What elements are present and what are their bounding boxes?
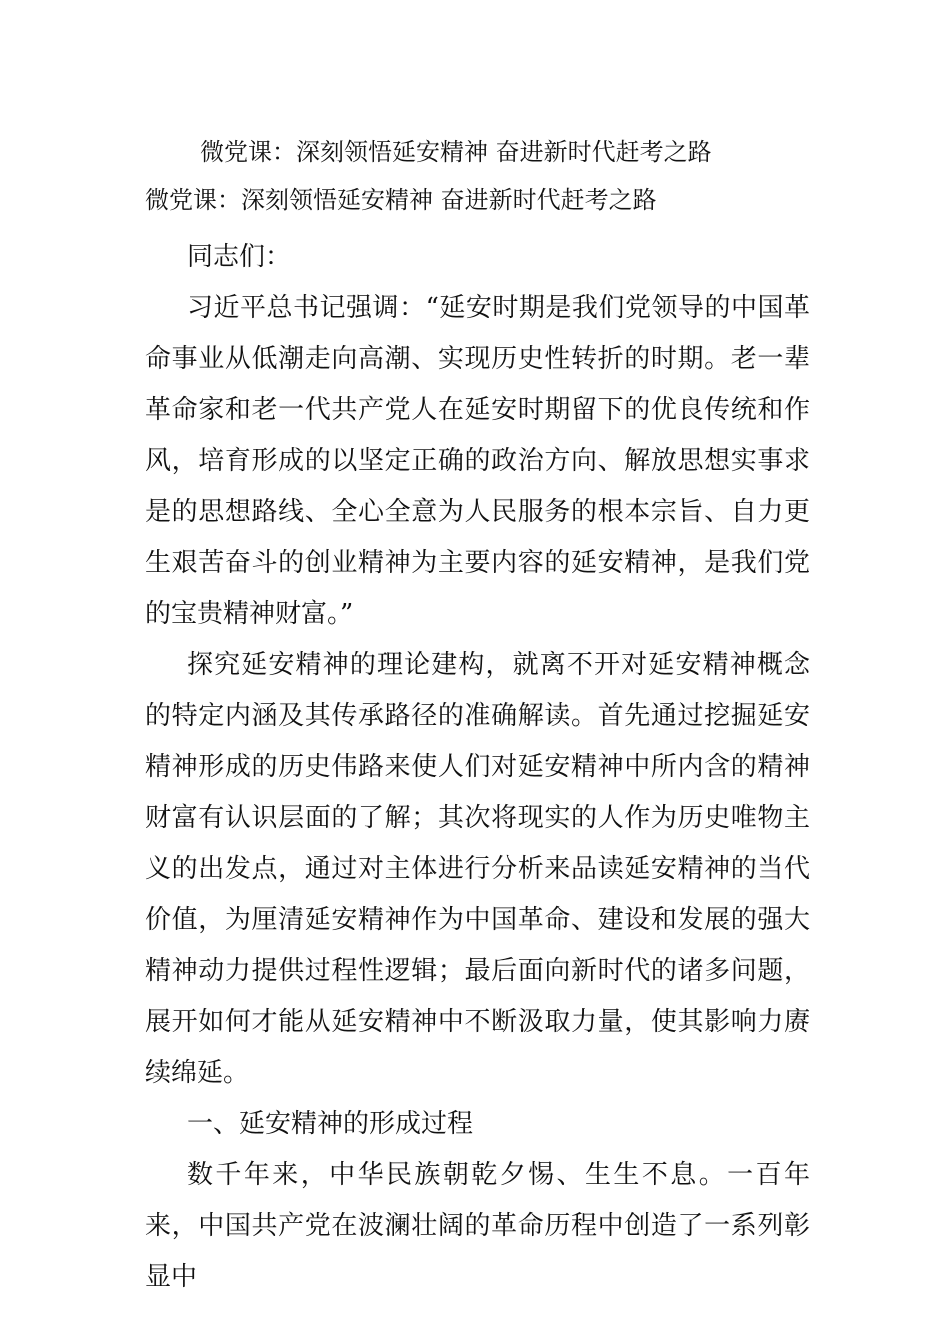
document-body: [145, 232, 810, 1303]
document-title: 微党课：深刻领悟延安精神 奋进新时代赶考之路: [200, 138, 712, 166]
theory-paragraph: 探究延安精神的理论建构，就离不开对延安精神概念的特定内涵及其传承路径的准确解读。首先通过挖掘延安精神形成的历史伟路来使人们对延安精神中所内含的精神财富有认识层面的了解；其次将现实的人作为历史唯物主义的出发点，通过对主体进行分析来品读延安精神的当代价值，为厘清延安精神作为中国革命、建设和发展的强大精神动力提供过程性逻辑；最后面向新时代的诸多问题，展开如何才能从延安精神中不断汲取力量，使其影响力赓续绵延。: [145, 650, 810, 1088]
history-paragraph: 数千年来，中华民族朝乾夕惕、生生不息。一百年来，中国共产党在波澜壮阔的革命历程中创造了一系列彰显中: [145, 1160, 810, 1292]
section-heading: 一、延安精神的形成过程: [187, 1109, 474, 1139]
quote-paragraph: 习近平总书记强调：“延安时期是我们党领导的中国革命事业从低潮走向高潮、实现历史性转折的时期。老一辈革命家和老一代共产党人在延安时期留下的优良传统和作风，培育形成的以坚定正确的政治方向、解放思想实事求是的思想路线、全心全意为人民服务的根本宗旨、自力更生艰苦奋斗的创业精神为主要内容的延安精神，是我们党的宝贵精神财富。”: [145, 293, 810, 629]
document-subtitle: 微党课：深刻领悟延安精神 奋进新时代赶考之路: [145, 186, 657, 214]
salutation-paragraph: 同志们：: [187, 242, 292, 272]
